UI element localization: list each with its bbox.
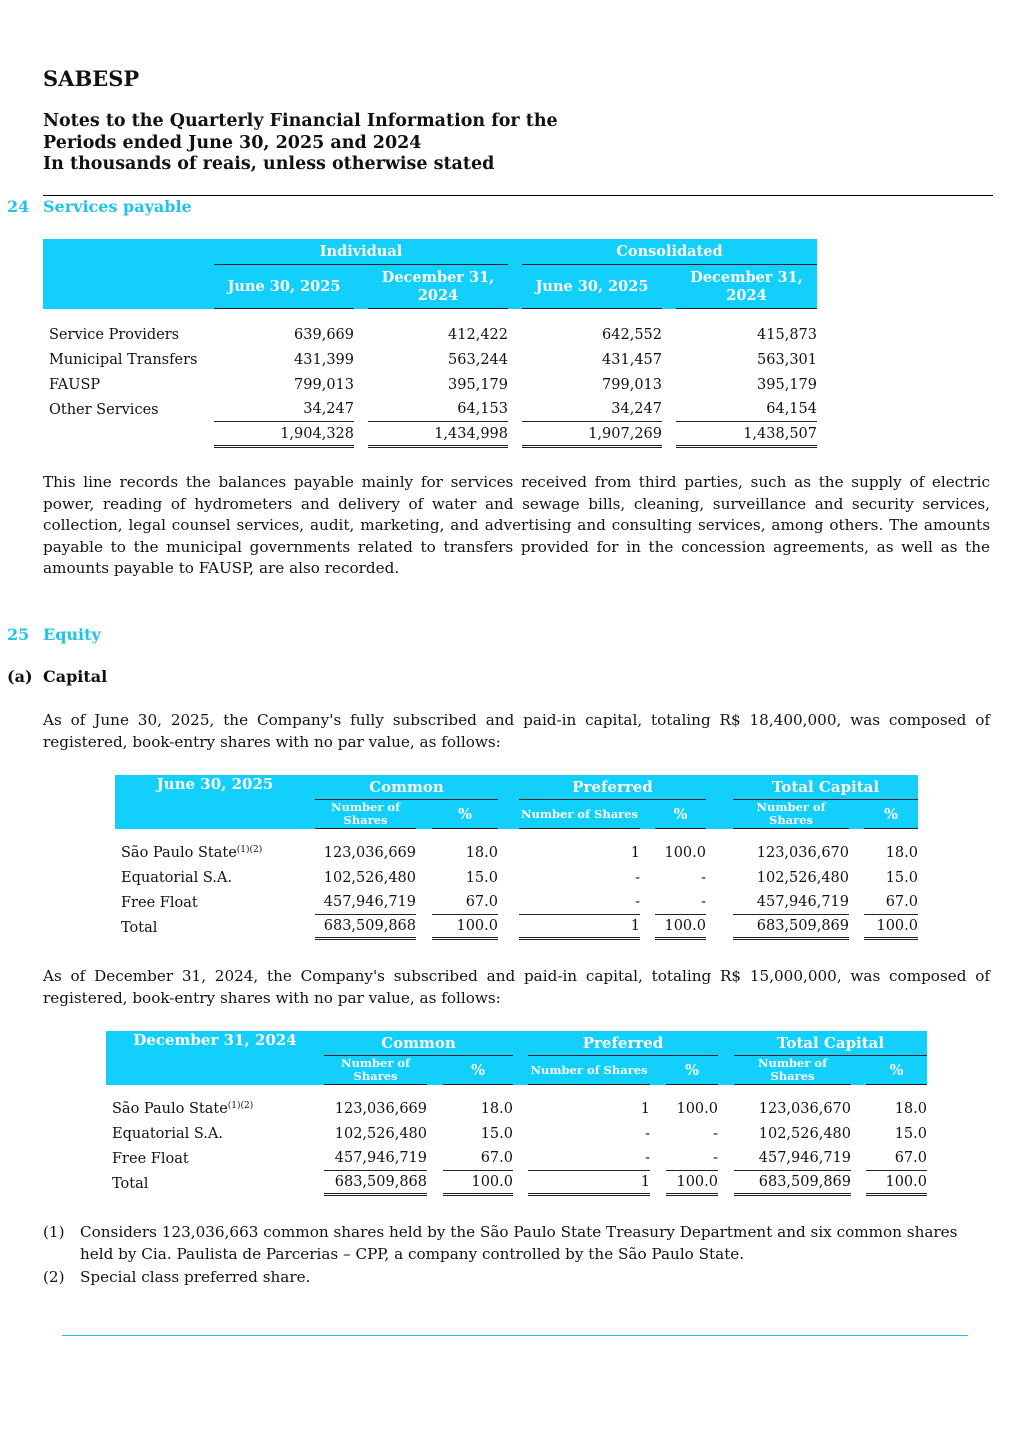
column-header: June 30, 2025 xyxy=(522,265,662,309)
cell: - xyxy=(528,1146,650,1171)
subsection-title: Capital xyxy=(43,667,108,686)
subtitle-line: Notes to the Quarterly Financial Information for the xyxy=(43,111,558,131)
table-row xyxy=(115,890,918,915)
row-label-text: São Paulo State xyxy=(112,1100,228,1117)
cell: 683,509,868 xyxy=(324,1171,427,1196)
row-label-text: São Paulo State xyxy=(121,844,237,861)
cell: 15.0 xyxy=(885,869,918,886)
cell: 64,153 xyxy=(368,397,508,422)
cell: - xyxy=(666,1146,718,1171)
row-label: Service Providers xyxy=(49,326,180,343)
group-header-individual: Individual xyxy=(214,239,508,265)
cell: 67.0 xyxy=(864,890,918,915)
section-number: 24 xyxy=(7,197,30,216)
total-row xyxy=(115,915,918,940)
section-number: 25 xyxy=(7,625,30,644)
cell: 563,244 xyxy=(448,351,508,368)
table-row xyxy=(115,840,918,865)
total-cell: 1,434,998 xyxy=(368,422,508,448)
footnote-mark: (2) xyxy=(43,1268,65,1286)
total-row xyxy=(43,422,817,448)
capital-paragraph-2025: As of June 30, 2025, the Company's fully subscribed and paid-in capital, totaling R$ 18,400,000, was composed of registered, book-entry shares with no par value, as follows: xyxy=(43,711,990,751)
row-label xyxy=(106,1146,324,1171)
row-label: Municipal Transfers xyxy=(49,351,198,368)
group-header-common: Common xyxy=(315,775,498,800)
cell: 639,669 xyxy=(294,326,354,343)
cell: 563,301 xyxy=(757,351,817,368)
cell: 395,179 xyxy=(448,376,508,393)
cell: - xyxy=(519,890,640,915)
capital-table-2025 xyxy=(115,775,918,940)
cell: 34,247 xyxy=(522,397,662,422)
cell: 123,036,669 xyxy=(334,1100,427,1117)
row-label-text: Free Float xyxy=(112,1150,189,1167)
cell: 18.0 xyxy=(885,844,918,861)
table-row xyxy=(106,1121,927,1146)
cell: 123,036,669 xyxy=(323,844,416,861)
subcol-percent: % xyxy=(655,800,706,829)
cell: 18.0 xyxy=(480,1100,513,1117)
cell: 457,946,719 xyxy=(315,890,416,915)
table-row xyxy=(43,347,817,372)
services-payable-table xyxy=(43,239,817,448)
cell: 395,179 xyxy=(757,376,817,393)
header-divider xyxy=(43,195,993,196)
cell: 1 xyxy=(528,1171,650,1196)
subcol-shares: Number of Shares xyxy=(324,1056,427,1085)
cell: 67.0 xyxy=(443,1146,513,1171)
cell: 102,526,480 xyxy=(334,1125,427,1142)
cell: 67.0 xyxy=(866,1146,927,1171)
footnote-mark: (1) xyxy=(43,1223,65,1241)
cell: 1 xyxy=(640,1100,650,1117)
cell: 100.0 xyxy=(666,1171,718,1196)
table-date-header: December 31, 2024 xyxy=(133,1031,297,1049)
cell: 67.0 xyxy=(432,890,498,915)
total-row xyxy=(106,1171,927,1196)
subcol-shares: Number of Shares xyxy=(528,1056,650,1085)
cell: 102,526,480 xyxy=(323,869,416,886)
row-label xyxy=(115,865,315,890)
row-label-text: Equatorial S.A. xyxy=(112,1125,223,1142)
cell: 431,399 xyxy=(294,351,354,368)
cell: 123,036,670 xyxy=(756,844,849,861)
total-cell: 1,438,507 xyxy=(676,422,817,448)
row-label xyxy=(115,840,315,865)
column-header: December 31, 2024 xyxy=(676,265,817,309)
cell: - xyxy=(645,1125,650,1142)
row-label xyxy=(106,1121,324,1146)
cell: 100.0 xyxy=(866,1171,927,1196)
cell: - xyxy=(713,1125,718,1142)
row-label xyxy=(106,1096,324,1121)
group-header-preferred: Preferred xyxy=(519,775,706,800)
footnote-reference: (1)(2) xyxy=(227,1100,254,1111)
cell: 18.0 xyxy=(465,844,498,861)
group-header-consolidated: Consolidated xyxy=(522,239,817,265)
subcol-percent: % xyxy=(443,1056,513,1085)
subtitle-line: In thousands of reais, unless otherwise stated xyxy=(43,154,495,174)
cell: 1 xyxy=(630,844,640,861)
document-subtitle xyxy=(43,111,558,176)
capital-table-2024 xyxy=(106,1031,927,1196)
cell: 683,509,869 xyxy=(733,915,849,940)
group-header-preferred: Preferred xyxy=(528,1031,718,1056)
table-row xyxy=(43,397,817,422)
subcol-percent: % xyxy=(866,1056,927,1085)
subsection-label: (a) xyxy=(7,667,33,686)
footnote-text: Considers 123,036,663 common shares held by the São Paulo State Treasury Department and six common shares held by Cia. Paulista de Parcerias – CPP, a company controlled by the São Paulo State. xyxy=(80,1223,958,1263)
cell: 18.0 xyxy=(894,1100,927,1117)
cell: 799,013 xyxy=(602,376,662,393)
group-header-total-capital: Total Capital xyxy=(733,775,918,800)
table-row xyxy=(43,322,817,347)
group-header-common: Common xyxy=(324,1031,513,1056)
cell: - xyxy=(655,890,706,915)
column-header: June 30, 2025 xyxy=(214,265,354,309)
subcol-shares: Number of Shares xyxy=(733,800,849,829)
table-row xyxy=(106,1146,927,1171)
cell: 100.0 xyxy=(443,1171,513,1196)
company-name: SABESP xyxy=(43,66,140,91)
group-header-total-capital: Total Capital xyxy=(734,1031,927,1056)
cell: 34,247 xyxy=(214,397,354,422)
cell: 457,946,719 xyxy=(734,1146,851,1171)
row-label-text: Total xyxy=(112,1175,149,1192)
cell: 100.0 xyxy=(432,915,498,940)
services-payable-paragraph: This line records the balances payable mainly for services received from third parties, such as the supply of electric power, reading of hydrometers and delivery of water and sewage bills, cleaning, surveillance and security services, collection, legal counsel services, audit, marketing, and advertising and consulting services, among others. The amounts payable to the municipal governments related to transfers provided for in the concession agreements, as well as the amounts payable to FAUSP, are also recorded. xyxy=(43,473,990,578)
footer-divider xyxy=(62,1335,968,1336)
row-label xyxy=(115,915,315,940)
subcol-shares: Number of Shares xyxy=(315,800,416,829)
footnote-text: Special class preferred share. xyxy=(80,1268,311,1286)
cell: 15.0 xyxy=(894,1125,927,1142)
table-row xyxy=(115,865,918,890)
cell: 123,036,670 xyxy=(758,1100,851,1117)
table-date-header: June 30, 2025 xyxy=(156,775,274,793)
row-label xyxy=(106,1171,324,1196)
cell: 457,946,719 xyxy=(324,1146,427,1171)
subcol-shares: Number of Shares xyxy=(734,1056,851,1085)
row-label-text: Total xyxy=(121,919,158,936)
section-title: Equity xyxy=(43,625,101,644)
cell: 457,946,719 xyxy=(733,890,849,915)
cell: 102,526,480 xyxy=(756,869,849,886)
cell: - xyxy=(635,869,640,886)
row-label-text: Free Float xyxy=(121,894,198,911)
table-row xyxy=(43,372,817,397)
cell: 64,154 xyxy=(676,397,817,422)
cell: 100.0 xyxy=(655,915,706,940)
cell: 799,013 xyxy=(294,376,354,393)
subtitle-line: Periods ended June 30, 2025 and 2024 xyxy=(43,132,422,153)
cell: 100.0 xyxy=(664,844,706,861)
cell: 100.0 xyxy=(676,1100,718,1117)
total-cell: 1,907,269 xyxy=(522,422,662,448)
cell: 431,457 xyxy=(602,351,662,368)
row-label: FAUSP xyxy=(49,376,101,393)
subcol-percent: % xyxy=(864,800,918,829)
footnote-reference: (1)(2) xyxy=(236,844,263,855)
table-row xyxy=(106,1096,927,1121)
section-title: Services payable xyxy=(43,197,192,216)
cell: 683,509,869 xyxy=(734,1171,851,1196)
cell: - xyxy=(701,869,706,886)
row-label: Other Services xyxy=(49,401,159,418)
cell: 15.0 xyxy=(480,1125,513,1142)
row-label-text: Equatorial S.A. xyxy=(121,869,232,886)
column-header: December 31, 2024 xyxy=(368,265,508,309)
subcol-percent: % xyxy=(666,1056,718,1085)
cell: 683,509,868 xyxy=(315,915,416,940)
cell: 415,873 xyxy=(757,326,817,343)
subcol-shares: Number of Shares xyxy=(519,800,640,829)
cell: 1 xyxy=(519,915,640,940)
cell: 642,552 xyxy=(602,326,662,343)
capital-paragraph-2024: As of December 31, 2024, the Company's subscribed and paid-in capital, totaling R$ 15,000,000, was composed of registered, book-entry shares with no par value, as follows: xyxy=(43,967,990,1007)
cell: 102,526,480 xyxy=(758,1125,851,1142)
cell: 15.0 xyxy=(465,869,498,886)
subcol-percent: % xyxy=(432,800,498,829)
row-label xyxy=(115,890,315,915)
cell: 412,422 xyxy=(448,326,508,343)
total-cell: 1,904,328 xyxy=(214,422,354,448)
cell: 100.0 xyxy=(864,915,918,940)
